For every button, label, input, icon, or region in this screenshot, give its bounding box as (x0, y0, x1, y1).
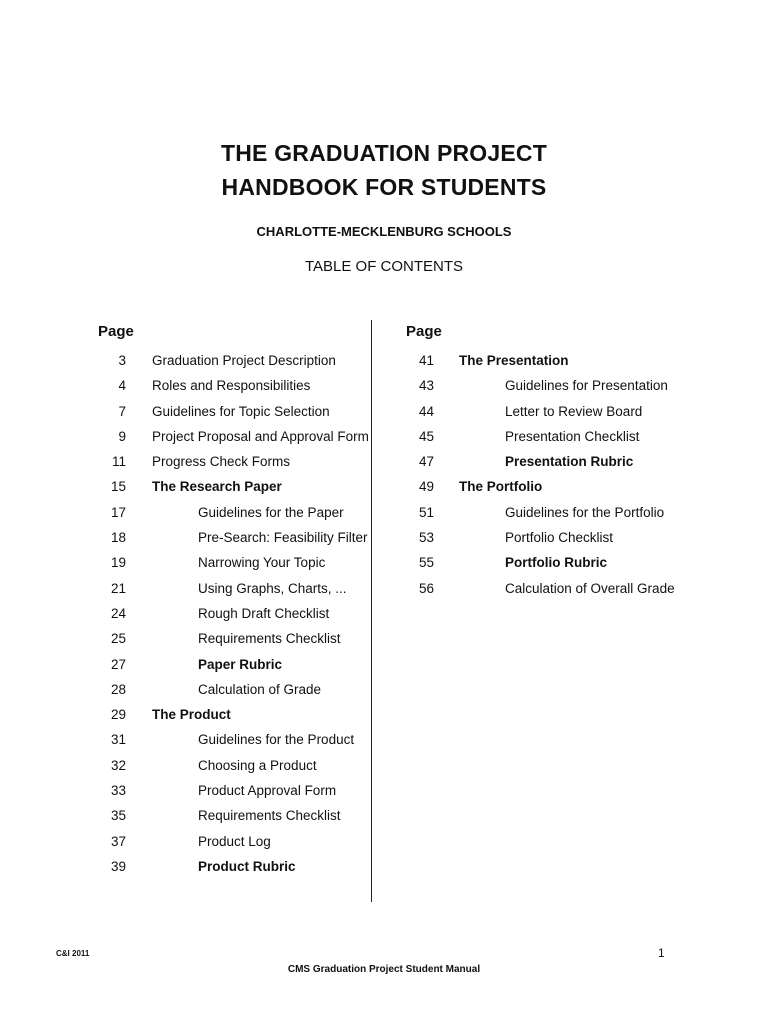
toc-entry-label: Roles and Responsibilities (152, 378, 311, 394)
toc-entry (98, 424, 368, 449)
toc-entry (98, 727, 368, 752)
toc-entry (98, 500, 368, 525)
toc-entry (98, 652, 368, 677)
toc-page-number: 31 (110, 732, 126, 748)
toc-entry-label: Guidelines for the Paper (198, 504, 344, 520)
toc-page-number: 3 (118, 353, 126, 368)
toc-page-number: 11 (111, 454, 126, 470)
toc-right-column (406, 322, 706, 601)
toc-entry (98, 854, 368, 879)
toc-entry (406, 500, 706, 525)
toc-entry-label: Requirements Checklist (198, 631, 341, 647)
table-of-contents-heading: TABLE OF CONTENTS (304, 258, 464, 275)
toc-entry (98, 803, 368, 828)
toc-entry (406, 525, 706, 550)
toc-entry (406, 399, 706, 424)
toc-page-number: 28 (110, 681, 126, 697)
toc-entry-label: Letter to Review Board (505, 403, 643, 419)
page-column-label-left: Page (98, 323, 134, 340)
toc-page-number: 49 (418, 479, 434, 495)
toc-section-entry (406, 348, 706, 373)
toc-section-entry (98, 702, 368, 727)
toc-page-number: 37 (110, 833, 126, 849)
toc-page-number: 18 (110, 530, 126, 546)
toc-entry (98, 449, 368, 474)
toc-page-number: 41 (418, 353, 434, 368)
toc-entry (98, 601, 368, 626)
toc-entry (406, 424, 706, 449)
footer-copyright: C&I 2011 (56, 949, 90, 958)
toc-entry-label: Rough Draft Checklist (198, 605, 330, 621)
toc-entry-label: Product Approval Form (198, 783, 337, 799)
toc-page-number: 21 (110, 580, 126, 596)
toc-entry-label: Guidelines for the Product (198, 732, 355, 748)
toc-entry-label: Requirements Checklist (198, 808, 341, 824)
toc-page-number: 55 (418, 555, 434, 571)
toc-page-number: 32 (110, 757, 126, 773)
toc-entry (406, 373, 706, 398)
toc-section-label: The Portfolio (459, 479, 543, 495)
toc-section-entry (406, 474, 706, 499)
toc-entry-label: Presentation Checklist (505, 428, 640, 444)
toc-page-number: 45 (418, 428, 434, 444)
toc-entry-label: Portfolio Checklist (505, 530, 614, 546)
toc-entry-label: Pre-Search: Feasibility Filter (198, 530, 368, 546)
toc-page-number: 9 (118, 428, 126, 444)
toc-entry (98, 677, 368, 702)
toc-entry-label: Guidelines for Presentation (505, 378, 668, 394)
toc-entry-label: Progress Check Forms (152, 454, 291, 470)
document-title-line1: THE GRADUATION PROJECT (221, 140, 547, 166)
toc-entry-label: Calculation of Grade (198, 681, 322, 697)
toc-entry-label: Guidelines for the Portfolio (505, 504, 665, 520)
toc-entry (98, 550, 368, 575)
toc-entry (98, 753, 368, 778)
toc-page-number: 17 (110, 504, 126, 520)
toc-section-label: The Presentation (459, 353, 569, 368)
toc-page-number: 43 (418, 378, 434, 394)
toc-page-number: 15 (110, 479, 126, 495)
toc-section-label: The Research Paper (152, 479, 282, 495)
toc-page-number: 4 (118, 378, 126, 394)
toc-entry-label: Calculation of Overall Grade (505, 580, 675, 596)
toc-entry-label: Guidelines for Topic Selection (152, 403, 330, 419)
toc-entry-label: Graduation Project Description (152, 353, 336, 368)
toc-page-number: 25 (110, 631, 126, 647)
toc-entry-label: Product Rubric (198, 858, 296, 874)
toc-entry-label: Product Log (198, 833, 271, 849)
toc-section-entry (98, 474, 368, 499)
toc-page-number: 47 (418, 454, 434, 470)
toc-entry (98, 525, 368, 550)
school-district-subtitle: CHARLOTTE-MECKLENBURG SCHOOLS (256, 224, 512, 239)
toc-entry-label: Using Graphs, Charts, ... (198, 580, 347, 596)
toc-entry-label: Portfolio Rubric (505, 555, 607, 571)
toc-entry (406, 449, 706, 474)
footer-page-number: 1 (658, 946, 665, 960)
toc-entry (98, 626, 368, 651)
toc-page-number: 19 (110, 555, 126, 571)
toc-entry (406, 550, 706, 575)
toc-page-number: 53 (418, 530, 434, 546)
page-column-label-right: Page (406, 323, 442, 340)
toc-page-number: 35 (110, 808, 126, 824)
toc-page-number: 24 (110, 605, 126, 621)
toc-page-number: 7 (118, 403, 126, 419)
toc-entry-label: Narrowing Your Topic (198, 555, 326, 571)
toc-page-number: 51 (418, 504, 434, 520)
toc-entry (98, 829, 368, 854)
toc-entry-label: Paper Rubric (198, 656, 283, 672)
toc-page-number: 33 (110, 783, 126, 799)
toc-entry-label: Project Proposal and Approval Form (152, 428, 369, 444)
column-divider (371, 320, 372, 902)
toc-entry (406, 576, 706, 601)
toc-entry-label: Choosing a Product (198, 757, 317, 773)
toc-page-number: 27 (110, 656, 126, 672)
toc-entry (98, 348, 368, 373)
toc-entry (98, 576, 368, 601)
document-title-line2: HANDBOOK FOR STUDENTS (221, 174, 547, 200)
toc-page-number: 44 (418, 403, 434, 419)
toc-section-label: The Product (152, 707, 231, 723)
toc-left-column (98, 322, 368, 879)
toc-entry (98, 778, 368, 803)
toc-entry (98, 373, 368, 398)
toc-entry-label: Presentation Rubric (505, 454, 634, 470)
toc-page-number: 56 (418, 580, 434, 596)
footer-manual-title: CMS Graduation Project Student Manual (287, 964, 481, 975)
toc-page-number: 29 (110, 707, 126, 723)
toc-entry (98, 399, 368, 424)
toc-page-number: 39 (110, 858, 126, 874)
